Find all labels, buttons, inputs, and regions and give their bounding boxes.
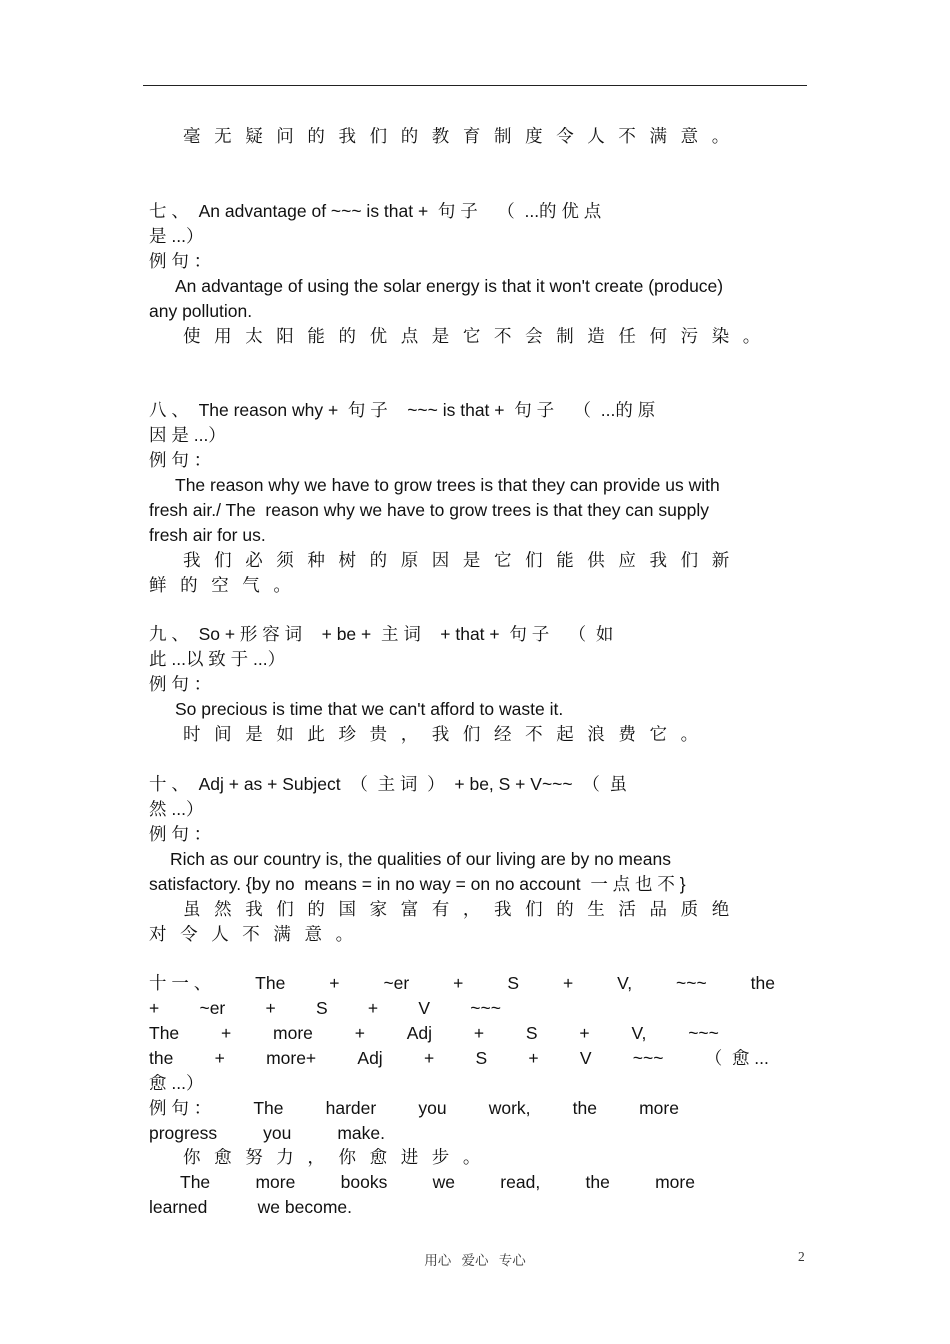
s11-token: make.	[337, 1123, 385, 1143]
s11-example-zh: 你愈努力，你愈进步。	[183, 1147, 494, 1167]
s11-token: Adj	[406, 1023, 433, 1043]
s9-example-label: 例 句 ：	[149, 674, 212, 694]
page-footer: 用心 爱心 专心	[424, 1253, 526, 1269]
s11-example-en-line1	[149, 1096, 679, 1121]
s11-token: harder	[325, 1098, 377, 1118]
s11-token: +	[423, 1048, 435, 1068]
s8-heading: 八 、 The reason why + 句 子 ~~~ is that + 句 子 （ ...的 原	[149, 400, 656, 420]
s11-token: +	[214, 1048, 225, 1068]
s10-example-en-line1: Rich as our country is, the qualities of our living are by no means	[170, 849, 671, 869]
s11-token: +	[265, 998, 276, 1018]
s7-example-zh: 使用太阳能的优点是它不会制造任何污染。	[183, 326, 774, 346]
s8-example-en-line3: fresh air for us.	[149, 525, 266, 545]
s11-token: progress	[149, 1123, 218, 1143]
s11-token: more	[639, 1098, 679, 1118]
s11-token: ~~~	[470, 998, 501, 1018]
s11-token: read,	[500, 1172, 541, 1192]
s11-heading-row4	[149, 1046, 769, 1071]
s11-token: the	[572, 1098, 597, 1118]
s11-token: S	[475, 1048, 488, 1068]
s7-heading-cont: 是 ...）	[149, 226, 204, 246]
s11-heading-row3	[149, 1021, 719, 1046]
s8-example-zh-line1: 我们必须种树的原因是它们能供应我们新	[183, 550, 743, 570]
s11-token: 例 句 ：	[149, 1098, 212, 1118]
s11-token: ~er	[383, 973, 410, 993]
s11-heading-row2	[149, 996, 501, 1021]
s11-token: more+	[266, 1048, 317, 1068]
s9-example-en-line1: So precious is time that we can't afford to waste it.	[175, 699, 564, 719]
s11-token: +	[220, 1023, 232, 1043]
s11-token: Adj	[357, 1048, 383, 1068]
header-rule	[143, 85, 807, 86]
s11-token: books	[340, 1172, 388, 1192]
s10-example-zh-line2: 对令人不满意。	[149, 924, 367, 944]
s11-token: you	[418, 1098, 447, 1118]
s8-example-en-line1: The reason why we have to grow trees is that they can provide us with	[175, 475, 720, 495]
s11-token: V,	[617, 973, 633, 993]
s11-token: +	[367, 998, 379, 1018]
s7-example-en-line2: any pollution.	[149, 301, 253, 321]
s9-heading-cont: 此 ...以 致 于 ...）	[149, 649, 286, 669]
s11-heading-cont: 愈 ...）	[149, 1073, 204, 1093]
s11-token: more	[655, 1172, 695, 1192]
s11-example2-en-line2	[149, 1195, 352, 1220]
s11-token: ~er	[199, 998, 226, 1018]
s11-token: S	[507, 973, 520, 993]
s7-example-en-line1: An advantage of using the solar energy is that it won't create (produce)	[175, 276, 724, 296]
s11-token: ~~~	[676, 973, 707, 993]
s6-chinese-sentence: 毫无疑问的我们的教育制度令人不满意。	[183, 126, 743, 146]
s11-token: （ 愈 ...	[704, 1048, 769, 1068]
s11-token: you	[263, 1123, 292, 1143]
s10-example-label: 例 句 ：	[149, 824, 212, 844]
s10-example-en-line2: satisfactory. {by no means = in no way = on no account 一 点 也 不 }	[149, 874, 686, 894]
s8-example-en-line2: fresh air./ The reason why we have to grow trees is that they can supply	[149, 500, 709, 520]
s7-heading: 七 、 An advantage of ~~~ is that + 句 子 （ ...的 优 点	[149, 201, 602, 221]
s11-token: S	[525, 1023, 538, 1043]
s11-token: The	[180, 1172, 211, 1192]
s11-token: +	[149, 998, 160, 1018]
s11-token: 十 一 、	[149, 973, 212, 993]
s11-heading-row1	[149, 971, 775, 996]
s11-token: ~~~	[688, 1023, 719, 1043]
s11-token: +	[562, 973, 574, 993]
s11-token: the	[585, 1172, 610, 1192]
s8-example-zh-line2: 鲜的空气。	[149, 575, 305, 595]
page-number: 2	[798, 1249, 805, 1264]
s9-heading: 九 、 So + 形 容 词 + be + 主 词 + that + 句 子 （ 如	[149, 624, 614, 644]
s10-example-zh-line1: 虽然我们的国家富有，我们的生活品质绝	[183, 899, 743, 919]
s9-example-zh: 时间是如此珍贵，我们经不起浪费它。	[183, 724, 712, 744]
s10-heading-cont: 然 ...）	[149, 799, 204, 819]
s11-token: +	[579, 1023, 590, 1043]
s8-heading-cont: 因 是 ...）	[149, 425, 226, 445]
s11-token: the	[750, 973, 775, 993]
s10-heading: 十 、 Adj + as + Subject （ 主 词 ） + be, S + V~~~ （ 虽	[149, 774, 628, 794]
s11-token: more	[255, 1172, 296, 1192]
s11-token: more	[273, 1023, 313, 1043]
s11-token: learned	[149, 1197, 208, 1217]
s11-token: ~~~	[632, 1048, 664, 1068]
s11-token: V	[418, 998, 431, 1018]
s11-token: +	[453, 973, 464, 993]
s11-token: +	[329, 973, 340, 993]
s11-token: the	[149, 1048, 174, 1068]
s11-token: we	[432, 1172, 455, 1192]
s11-token: +	[354, 1023, 365, 1043]
s7-example-label: 例 句 ：	[149, 251, 212, 271]
s11-token: The	[253, 1098, 284, 1118]
s11-token: V	[579, 1048, 592, 1068]
s11-token: +	[528, 1048, 539, 1068]
s8-example-label: 例 句 ：	[149, 450, 212, 470]
s11-token: we become.	[257, 1197, 352, 1217]
s11-token: The	[255, 973, 286, 993]
s11-token: work,	[488, 1098, 531, 1118]
s11-token: S	[315, 998, 328, 1018]
s11-example-en-line2	[149, 1121, 385, 1146]
s11-example2-en-line1	[180, 1170, 695, 1195]
s11-token: The	[149, 1023, 180, 1043]
s11-token: +	[473, 1023, 485, 1043]
s11-token: V,	[631, 1023, 647, 1043]
